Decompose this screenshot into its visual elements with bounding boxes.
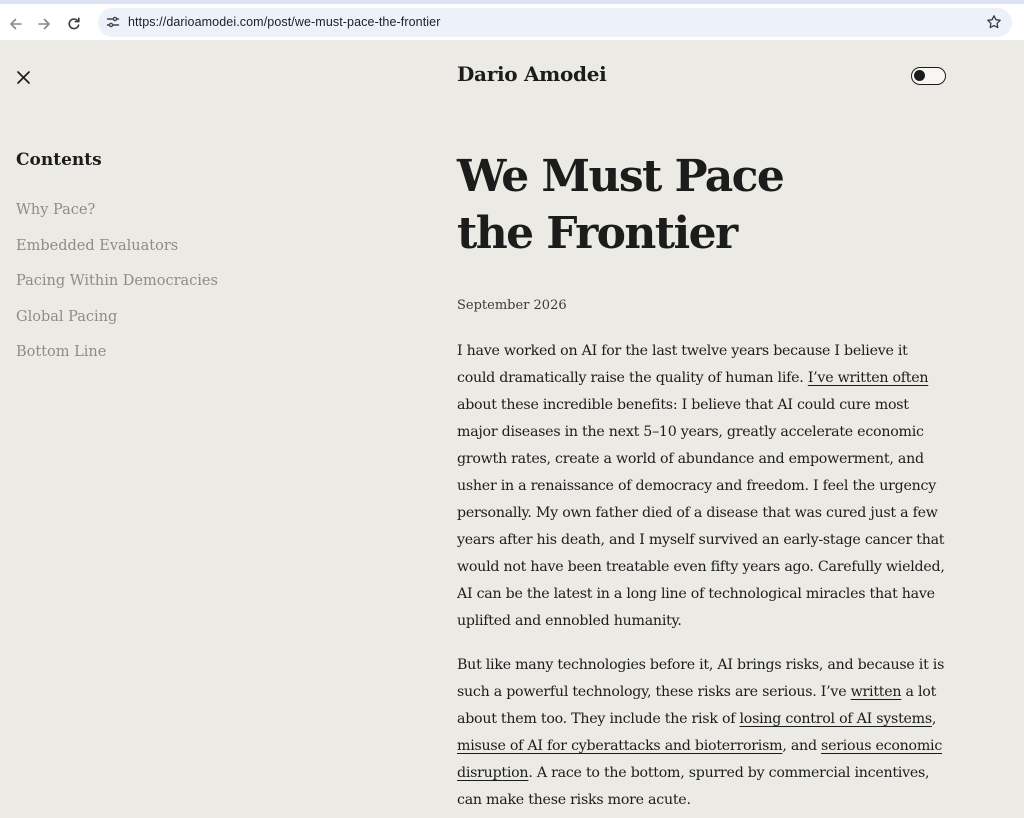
paragraph-text: a lot about them too. They include the risk of bbox=[457, 684, 937, 727]
paragraph-2 bbox=[457, 652, 949, 814]
address-bar[interactable] bbox=[98, 8, 1012, 37]
link-losing-control[interactable]: losing control of AI systems bbox=[739, 711, 932, 727]
forward-button[interactable] bbox=[32, 12, 56, 36]
post-title-line-2: the Frontier bbox=[457, 208, 737, 259]
reload-button[interactable] bbox=[62, 12, 86, 36]
toc-heading: Contents bbox=[16, 150, 102, 170]
toc-item-embedded-evaluators[interactable]: Embedded Evaluators bbox=[16, 237, 179, 254]
paragraph-1 bbox=[457, 338, 949, 635]
toc-item-pacing-within-democracies[interactable]: Pacing Within Democracies bbox=[16, 273, 218, 289]
link-written[interactable]: written bbox=[850, 684, 902, 700]
toc-item-why-pace[interactable]: Why Pace? bbox=[16, 202, 96, 218]
toc-item-bottom-line[interactable]: Bottom Line bbox=[16, 344, 107, 360]
paragraph-text: , and bbox=[782, 738, 822, 754]
bookmark-star-icon[interactable] bbox=[986, 14, 1002, 30]
paragraph-text: I have worked on AI for the last twelve years because I believe it could dramatically raise the quality of human life. bbox=[457, 343, 908, 386]
post-title bbox=[457, 148, 877, 262]
close-icon[interactable] bbox=[14, 68, 34, 88]
link-economic-disruption[interactable]: serious economic disruption bbox=[457, 738, 943, 781]
toggle-knob bbox=[914, 70, 925, 81]
site-title[interactable]: Dario Amodei bbox=[457, 62, 607, 86]
back-button[interactable] bbox=[4, 12, 28, 36]
paragraph-text: . A race to the bottom, spurred by commercial incentives, can make these risks more acute. bbox=[457, 765, 930, 808]
post-title-line-1: We Must Pace bbox=[457, 151, 784, 202]
paragraph-text: , bbox=[931, 711, 937, 727]
post-date: September 2026 bbox=[457, 298, 567, 313]
link-written-often[interactable]: I’ve written often bbox=[807, 370, 929, 386]
arrow-left-icon bbox=[8, 16, 24, 32]
theme-toggle[interactable] bbox=[911, 67, 946, 85]
paragraph-text: about these incredible benefits: I believe that AI could cure most major diseases in the next 5–10 years, greatly accelerate economic growth rates, create a world of abundance and empowerment, and usher in a renaissance of democracy and freedom. I feel the urgency personally. My own father died of a disease that was cured just a few years after his death, and I myself survived an early-stage cancer that would not have been treatable even fifty years ago. Carefully wielded, AI can be the latest in a long line of technological miracles that have uplifted and ennobled humanity. bbox=[457, 397, 945, 629]
article-body bbox=[457, 338, 949, 818]
arrow-right-icon bbox=[36, 16, 52, 32]
toc-item-global-pacing[interactable]: Global Pacing bbox=[16, 308, 118, 325]
link-misuse-of-ai[interactable]: misuse of AI for cyberattacks and bioterrorism bbox=[457, 738, 783, 754]
toc-list bbox=[16, 202, 218, 380]
browser-toolbar bbox=[0, 0, 1024, 40]
paragraph-text: But like many technologies before it, AI brings risks, and because it is such a powerful technology, these risks are serious. I’ve bbox=[457, 657, 945, 700]
reload-icon bbox=[66, 16, 82, 32]
url-text[interactable]: https://darioamodei.com/post/we-must-pace-the-frontier bbox=[128, 15, 441, 29]
site-settings-icon[interactable] bbox=[106, 15, 120, 29]
